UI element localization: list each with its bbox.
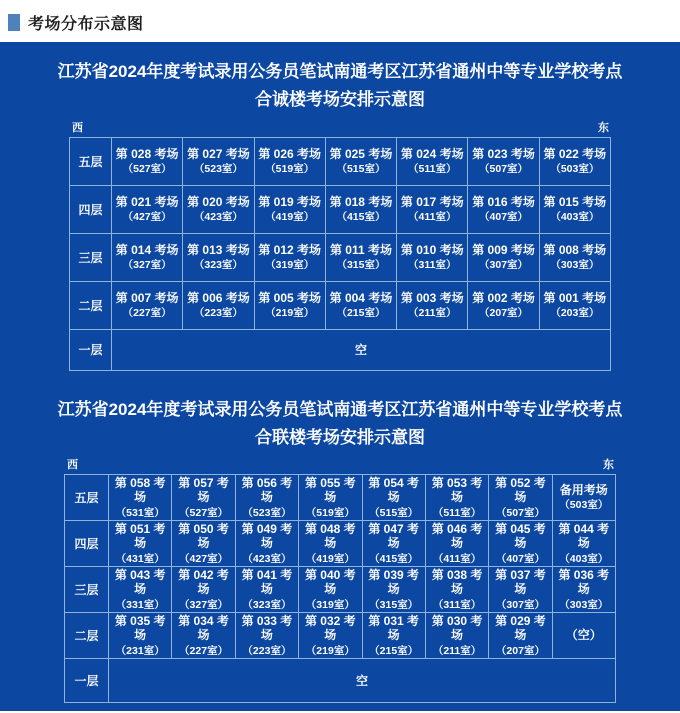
floor-label: 三层: [70, 233, 112, 281]
room-name: 第 046 考场: [431, 521, 483, 551]
room-name: 第 005 考场: [258, 290, 322, 305]
room-name: 第 042 考场: [178, 567, 229, 597]
room-name: （空）: [565, 628, 602, 643]
room-number: （411室）: [432, 552, 482, 565]
room-cell: [299, 475, 362, 521]
exam-panel-helian-building: [0, 399, 680, 704]
panel-title-line2: 合诚楼考场安排示意图: [255, 90, 425, 110]
room-name: 第 036 考场: [558, 567, 610, 597]
room-number: （415室）: [336, 210, 386, 223]
room-number: （523室）: [242, 506, 292, 519]
floor-label: 一层: [65, 659, 109, 703]
table-row-一层: [70, 329, 611, 370]
room-name: 第 023 考场: [472, 146, 535, 161]
room-name: 第 008 考场: [543, 242, 607, 257]
table-row-三层: [70, 233, 611, 281]
room-name: 第 020 考场: [187, 194, 250, 209]
room-number: （503室）: [550, 162, 600, 175]
room-name: 备用考场: [559, 483, 608, 498]
east-label: 东: [598, 121, 609, 134]
room-number: （211室）: [408, 306, 457, 319]
room-number: （227室）: [122, 306, 172, 319]
room-cell: [468, 281, 539, 329]
room-number: （427室）: [122, 210, 172, 223]
room-name: 第 039 考场: [368, 567, 420, 597]
room-cell: [325, 281, 396, 329]
exam-table: [64, 474, 616, 703]
room-name: 第 024 考场: [400, 146, 464, 161]
room-number: （215室）: [369, 644, 419, 657]
room-cell: [539, 185, 610, 233]
room-cell: [489, 567, 552, 613]
room-name: 第 002 考场: [472, 290, 535, 305]
table-row-五层: [65, 475, 616, 521]
room-number: （307室）: [495, 598, 545, 611]
room-number: （403室）: [550, 210, 600, 223]
room-number: （411室）: [408, 210, 457, 223]
room-number: （527室）: [122, 162, 172, 175]
room-number: （215室）: [336, 306, 386, 319]
page-header: [0, 0, 680, 42]
room-name: 第 035 考场: [114, 613, 166, 643]
room-number: （219室）: [305, 644, 355, 657]
room-cell: [254, 233, 325, 281]
room-name: 第 045 考场: [495, 521, 546, 551]
floor-label: 二层: [65, 613, 109, 659]
room-cell: [362, 521, 425, 567]
room-name: 第 027 考场: [187, 146, 250, 161]
room-cell: [552, 613, 615, 659]
table-row-二层: [70, 281, 611, 329]
room-number: （527室）: [179, 506, 229, 519]
table-wrap: [69, 119, 611, 371]
room-number: （203室）: [550, 306, 600, 319]
exam-diagram-panel-background: [0, 42, 680, 711]
room-number: （403室）: [559, 552, 609, 565]
room-cell: [172, 567, 235, 613]
room-cell: [112, 137, 183, 185]
room-cell: [172, 475, 235, 521]
room-cell: [235, 613, 298, 659]
room-number: （231室）: [115, 644, 165, 657]
room-name: 第 044 考场: [558, 521, 610, 551]
empty-floor-cell: 空: [109, 659, 616, 703]
room-name: 第 054 考场: [368, 475, 420, 505]
direction-labels: [69, 119, 611, 137]
floor-label: 五层: [65, 475, 109, 521]
room-number: （311室）: [432, 598, 482, 611]
room-cell: [425, 567, 488, 613]
room-cell: [468, 185, 539, 233]
room-number: （319室）: [305, 598, 355, 611]
room-number: （507室）: [479, 162, 529, 175]
floor-label: 三层: [65, 567, 109, 613]
room-name: 第 029 考场: [495, 613, 546, 643]
panel-title-line2: 合联楼考场安排示意图: [255, 427, 425, 447]
floor-label: 四层: [70, 185, 112, 233]
room-name: 第 011 考场: [329, 242, 392, 257]
room-number: （315室）: [369, 598, 419, 611]
room-cell: [235, 475, 298, 521]
room-cell: [109, 613, 172, 659]
room-name: 第 009 考场: [472, 242, 535, 257]
room-cell: [254, 281, 325, 329]
room-number: （507室）: [495, 506, 545, 519]
panels-container: [0, 61, 680, 703]
room-name: 第 003 考场: [400, 290, 464, 305]
floor-label: 四层: [65, 521, 109, 567]
room-number: （427室）: [179, 552, 229, 565]
room-cell: [552, 567, 615, 613]
room-number: （319室）: [265, 258, 315, 271]
room-cell: [362, 475, 425, 521]
table-row-四层: [65, 521, 616, 567]
room-cell: [299, 521, 362, 567]
room-number: （423室）: [193, 210, 243, 223]
room-name: 第 037 考场: [495, 567, 546, 597]
room-cell: [425, 521, 488, 567]
room-number: （311室）: [408, 258, 457, 271]
room-number: （323室）: [242, 598, 292, 611]
room-number: （511室）: [432, 506, 482, 519]
room-name: 第 031 考场: [368, 613, 420, 643]
room-number: （407室）: [479, 210, 529, 223]
room-number: （303室）: [559, 598, 609, 611]
room-cell: [425, 475, 488, 521]
room-cell: [172, 613, 235, 659]
west-label: 西: [72, 121, 83, 134]
room-name: 第 025 考场: [329, 146, 393, 161]
room-name: 第 057 考场: [178, 475, 229, 505]
room-number: （419室）: [305, 552, 355, 565]
room-cell: [425, 613, 488, 659]
room-cell: [172, 521, 235, 567]
room-cell: [489, 521, 552, 567]
room-cell: [109, 567, 172, 613]
room-name: 第 001 考场: [543, 290, 607, 305]
room-number: （523室）: [193, 162, 243, 175]
room-name: 第 051 考场: [114, 521, 166, 551]
room-cell: [489, 613, 552, 659]
room-number: （515室）: [336, 162, 386, 175]
room-cell: [112, 185, 183, 233]
panel-title-line1: 江苏省2024年度考试录用公务员笔试南通考区江苏省通州中等专业学校考点: [57, 399, 623, 419]
room-name: 第 056 考场: [241, 475, 293, 505]
room-cell: [183, 233, 254, 281]
exam-panel-hecheng-building: [0, 61, 680, 371]
room-name: 第 048 考场: [304, 521, 356, 551]
room-cell: [299, 613, 362, 659]
room-cell: [183, 137, 254, 185]
room-cell: [183, 281, 254, 329]
room-cell: [397, 137, 468, 185]
room-number: （423室）: [242, 552, 292, 565]
table-wrap: [64, 456, 616, 703]
exam-table: [69, 137, 611, 371]
room-name: 第 034 考场: [178, 613, 229, 643]
table-row-五层: [70, 137, 611, 185]
room-number: （227室）: [179, 644, 229, 657]
room-number: （519室）: [265, 162, 315, 175]
room-number: （219室）: [265, 306, 315, 319]
room-cell: [235, 567, 298, 613]
room-number: （503室）: [559, 499, 609, 512]
room-cell: [325, 185, 396, 233]
room-number: （307室）: [479, 258, 529, 271]
room-name: 第 040 考场: [304, 567, 356, 597]
room-number: （327室）: [179, 598, 229, 611]
room-name: 第 030 考场: [431, 613, 483, 643]
room-number: （323室）: [193, 258, 243, 271]
room-cell: [362, 613, 425, 659]
room-number: （315室）: [336, 258, 386, 271]
room-name: 第 047 考场: [368, 521, 420, 551]
floor-label: 一层: [70, 329, 112, 370]
room-number: （431室）: [115, 552, 165, 565]
room-name: 第 041 考场: [241, 567, 293, 597]
room-name: 第 012 考场: [258, 242, 322, 257]
room-name: 第 022 考场: [543, 146, 607, 161]
room-name: 第 017 考场: [400, 194, 464, 209]
room-number: （511室）: [408, 162, 457, 175]
room-cell: [362, 567, 425, 613]
header-bullet-icon: [8, 14, 20, 31]
room-number: （515室）: [369, 506, 419, 519]
room-cell: [489, 475, 552, 521]
room-cell: [254, 185, 325, 233]
direction-labels: [64, 456, 616, 474]
floor-label: 五层: [70, 137, 112, 185]
room-number: （223室）: [193, 306, 243, 319]
room-number: （223室）: [242, 644, 292, 657]
room-cell: [397, 185, 468, 233]
room-name: 第 050 考场: [178, 521, 229, 551]
room-number: （519室）: [305, 506, 355, 519]
room-name: 第 013 考场: [187, 242, 250, 257]
room-name: 第 058 考场: [114, 475, 166, 505]
room-name: 第 018 考场: [329, 194, 393, 209]
table-row-三层: [65, 567, 616, 613]
room-number: （407室）: [495, 552, 545, 565]
room-name: 第 055 考场: [304, 475, 356, 505]
room-name: 第 010 考场: [400, 242, 464, 257]
room-name: 第 014 考场: [115, 242, 179, 257]
room-name: 第 053 考场: [431, 475, 483, 505]
room-name: 第 021 考场: [115, 194, 179, 209]
room-cell: [183, 185, 254, 233]
room-number: （419室）: [265, 210, 315, 223]
room-cell: [235, 521, 298, 567]
room-cell: [109, 475, 172, 521]
room-number: （207室）: [495, 644, 545, 657]
room-cell: [299, 567, 362, 613]
room-cell: [539, 281, 610, 329]
room-number: （327室）: [122, 258, 172, 271]
room-cell: [397, 233, 468, 281]
room-name: 第 032 考场: [304, 613, 356, 643]
room-name: 第 006 考场: [187, 290, 250, 305]
room-cell: [325, 137, 396, 185]
room-cell: [539, 137, 610, 185]
room-cell: [112, 233, 183, 281]
room-cell: [112, 281, 183, 329]
east-label: 东: [603, 459, 614, 471]
room-cell: [109, 521, 172, 567]
room-name: 第 007 考场: [115, 290, 179, 305]
room-cell: [552, 521, 615, 567]
west-label: 西: [67, 459, 78, 471]
room-number: （303室）: [550, 258, 600, 271]
room-name: 第 028 考场: [115, 146, 179, 161]
room-name: 第 052 考场: [495, 475, 546, 505]
room-cell: [254, 137, 325, 185]
room-name: 第 004 考场: [329, 290, 393, 305]
table-row-二层: [65, 613, 616, 659]
panel-title-line1: 江苏省2024年度考试录用公务员笔试南通考区江苏省通州中等专业学校考点: [57, 62, 623, 81]
room-cell: [397, 281, 468, 329]
room-name: 第 038 考场: [431, 567, 483, 597]
empty-floor-cell: 空: [112, 329, 611, 370]
room-name: 第 019 考场: [258, 194, 322, 209]
table-row-四层: [70, 185, 611, 233]
room-name: 第 016 考场: [472, 194, 535, 209]
room-number: （531室）: [115, 506, 165, 519]
room-number: （331室）: [115, 598, 165, 611]
room-cell: [468, 137, 539, 185]
page-title: 考场分布示意图: [28, 15, 144, 33]
room-name: 第 043 考场: [114, 567, 166, 597]
room-number: （211室）: [432, 644, 482, 657]
room-number: （415室）: [369, 552, 419, 565]
table-row-一层: [65, 659, 616, 703]
room-cell: [552, 475, 615, 521]
room-cell: [325, 233, 396, 281]
room-name: 第 049 考场: [241, 521, 293, 551]
room-name: 第 015 考场: [543, 194, 607, 209]
floor-label: 二层: [70, 281, 112, 329]
room-name: 第 033 考场: [241, 613, 293, 643]
room-cell: [539, 233, 610, 281]
room-cell: [468, 233, 539, 281]
room-name: 第 026 考场: [258, 146, 322, 161]
room-number: （207室）: [479, 306, 529, 319]
